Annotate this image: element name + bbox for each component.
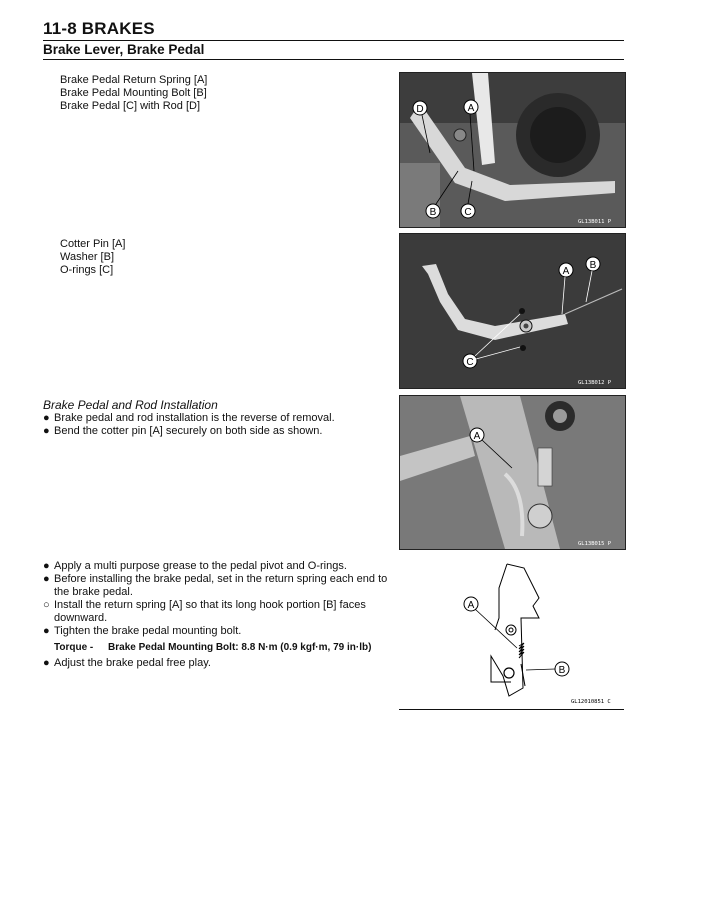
page-title: 11-8 BRAKES [43, 19, 155, 38]
bullet-mark: ● [43, 560, 50, 572]
figure-1-code: GL13B011 P [578, 219, 612, 225]
sub-bullet-mark: ○ [43, 599, 50, 611]
list-item: ● Before installing the brake pedal, set in the return spring each end to the brake pedal. [43, 573, 388, 598]
list-item: Brake Pedal Return Spring [A] [60, 74, 208, 86]
figure-4-drawing [399, 558, 624, 708]
svg-text:C: C [466, 357, 474, 368]
figure-4-code: GL12010851 C [571, 699, 611, 705]
svg-text:A: A [467, 600, 475, 611]
list-item: Brake Pedal [C] with Rod [D] [60, 100, 201, 112]
list-item: ● Tighten the brake pedal mounting bolt. [43, 625, 242, 637]
torque-value: Brake Pedal Mounting Bolt: 8.8 N·m (0.9 kgf·m, 79 in·lb) [108, 642, 372, 653]
bullet-mark: ● [43, 412, 50, 424]
svg-text:B: B [558, 665, 566, 676]
list-item-sub: ○ Install the return spring [A] so that its long hook portion [B] faces downward. [43, 599, 366, 624]
section-rule [43, 59, 624, 60]
list-item: ● Adjust the brake pedal free play. [43, 657, 211, 669]
installation-heading: Brake Pedal and Rod Installation [43, 398, 218, 412]
installation-list [43, 412, 388, 438]
list-item: ● Brake pedal and rod installation is the reverse of removal. [43, 412, 335, 424]
figure-3-photo [399, 395, 626, 550]
list-item: Cotter Pin [A] [60, 238, 126, 250]
list-item: Washer [B] [60, 251, 114, 263]
title-rule [43, 40, 624, 41]
torque-spec [43, 641, 388, 654]
svg-text:A: A [473, 431, 481, 442]
svg-text:B: B [429, 207, 437, 218]
step2-list [60, 238, 125, 277]
list-item: O-rings [C] [60, 264, 114, 276]
list-item: Brake Pedal Mounting Bolt [B] [60, 87, 207, 99]
callout-a [464, 597, 517, 648]
figure-2-photo [399, 233, 626, 389]
figure-4-rule [399, 709, 624, 710]
svg-text:A: A [467, 103, 475, 114]
bullet-mark: ● [43, 625, 50, 637]
figure-2-code: GL13B012 P [578, 380, 612, 386]
bullet-mark: ● [43, 573, 50, 585]
svg-text:C: C [464, 207, 472, 218]
section-title: Brake Lever, Brake Pedal [43, 42, 205, 57]
bullet-mark: ● [43, 425, 50, 437]
svg-text:D: D [416, 104, 424, 115]
bullet-mark: ● [43, 657, 50, 669]
svg-text:A: A [562, 266, 570, 277]
figure-1-photo [399, 72, 626, 228]
step1-list [60, 74, 207, 113]
svg-text:B: B [589, 260, 597, 271]
figure-3-code: GL13B015 P [578, 541, 612, 547]
callout-b [526, 662, 569, 676]
step4-block [43, 560, 388, 670]
list-item: ● Bend the cotter pin [A] securely on both side as shown. [43, 425, 323, 437]
list-item: ● Apply a multi purpose grease to the pedal pivot and O-rings. [43, 560, 347, 572]
torque-label: Torque - [54, 642, 94, 653]
